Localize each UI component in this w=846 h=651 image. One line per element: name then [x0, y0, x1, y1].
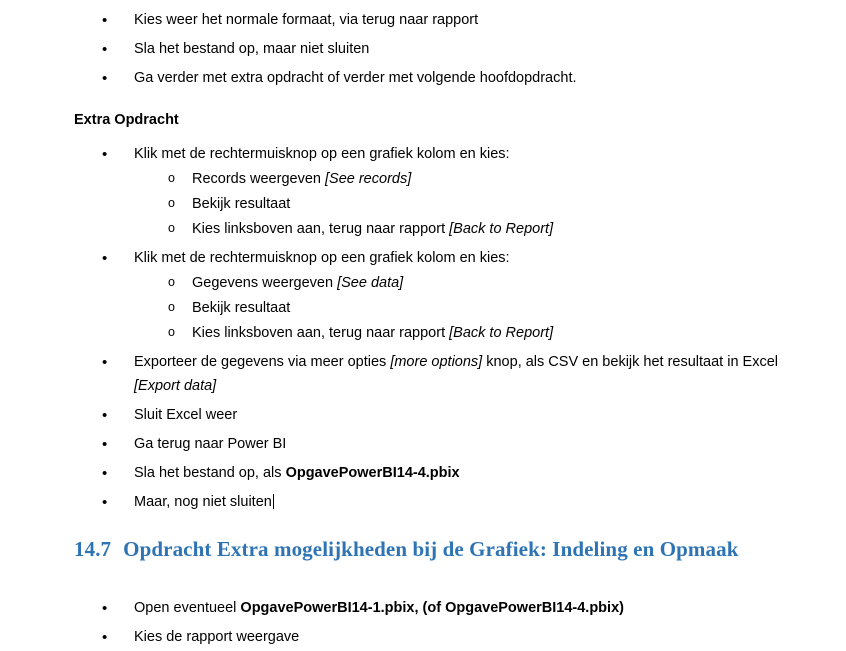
list-item-text: Ga verder met extra opdracht of verder met volgende hoofdopdracht.: [134, 69, 577, 86]
sub-list-item: [134, 192, 826, 217]
list-item: [74, 403, 826, 428]
sub-item-italic: [Back to Report]: [449, 324, 554, 341]
sub-list: [134, 167, 826, 242]
sub-item-text: Gegevens weergeven: [192, 274, 338, 291]
list-item: [74, 490, 826, 515]
list-item-text: Maar, nog niet sluiten: [134, 494, 272, 511]
section-heading: [74, 537, 826, 562]
section-title: Opdracht Extra mogelijkheden bij de Grafiek: Indeling en Opmaak: [123, 537, 739, 562]
list-item: [74, 350, 826, 400]
list-item: [74, 37, 826, 62]
sub-list: [134, 271, 826, 346]
list-item-text: Kies weer het normale formaat, via terug naar rapport: [134, 12, 479, 28]
list-item: [74, 461, 826, 486]
extra-opdracht-heading: Extra Opdracht: [74, 111, 179, 128]
sub-item-text: Kies linksboven aan, terug naar rapport: [192, 324, 450, 341]
export-italic2: [Export data]: [134, 378, 217, 395]
export-text-part1: Exporteer de gegevens via meer opties: [134, 353, 391, 370]
sub-list-item: [134, 167, 826, 192]
list-item-text: Klik met de rechtermuisknop op een grafiek kolom en kies:: [134, 146, 510, 162]
section-number: 14.7: [74, 537, 112, 562]
sub-list-item: [134, 296, 826, 321]
sub-item-text: Records weergeven: [192, 170, 325, 187]
export-text-part2: knop, als CSV en bekijk het resultaat in Excel: [482, 353, 779, 370]
sub-list-item: [134, 271, 826, 296]
top-bullet-list: [74, 8, 826, 91]
open-text: Open eventueel: [134, 600, 241, 617]
spacer: [74, 562, 826, 596]
sub-list-item: [134, 321, 826, 346]
sub-list-item: [134, 217, 826, 242]
sub-item-text: Bekijk resultaat: [192, 195, 291, 212]
list-item: [74, 246, 826, 346]
sub-item-italic: [See records]: [325, 170, 412, 187]
list-item-text: Kies de rapport weergave: [134, 629, 300, 646]
sub-item-text: Bekijk resultaat: [192, 299, 291, 316]
sub-item-italic: [See data]: [337, 274, 404, 291]
open-filenames: OpgavePowerBI14-1.pbix, (of OpgavePowerBI14-4.pbix): [240, 600, 624, 617]
list-item-text: Klik met de rechtermuisknop op een grafiek kolom en kies:: [134, 249, 510, 266]
list-item-text: Sluit Excel weer: [134, 407, 238, 424]
extra-opdracht-list: [74, 142, 826, 515]
export-italic1: [more options]: [390, 353, 483, 370]
list-item: [74, 596, 826, 621]
list-item: [74, 142, 826, 242]
text-cursor: [273, 494, 274, 509]
save-filename: OpgavePowerBI14-4.pbix: [285, 465, 460, 482]
list-item: [74, 625, 826, 650]
list-item: [74, 8, 826, 33]
save-text: Sla het bestand op, als: [134, 465, 286, 482]
list-item-text: Ga terug naar Power BI: [134, 436, 287, 453]
section-bullet-list: [74, 596, 826, 650]
sub-item-italic: [Back to Report]: [449, 220, 554, 237]
list-item: [74, 432, 826, 457]
list-item: [74, 66, 826, 91]
list-item-text: Sla het bestand op, maar niet sluiten: [134, 40, 370, 57]
sub-item-text: Kies linksboven aan, terug naar rapport: [192, 220, 450, 237]
